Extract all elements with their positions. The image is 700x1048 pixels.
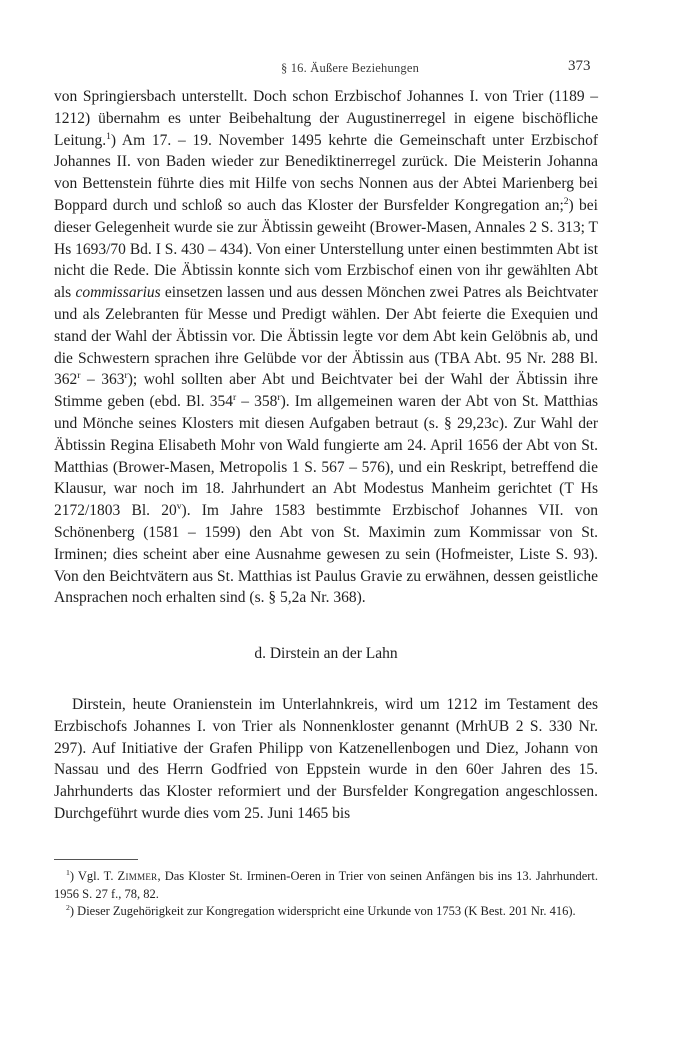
text-segment: ); wohl sollten aber Abt und Beichtvater bei der Wahl der Äbtissin ihre Stimme geben (ebd. Bl. 354 <box>54 371 599 411</box>
footnote-ref-2: 2 <box>563 195 569 207</box>
text-segment: ) Am 17. – 19. November 1495 kehrte die Gemeinschaft unter Erzbischof Johannes II. von Baden wieder zur Benediktinerregel zurück. Die Meisterin Johanna von Bettenstein führte dies mit Hilfe von sechs Nonnen aus der Abtei Marienberg bei Boppard durch und schloß so auch das Kloster der Bursfelder Kongregation an; <box>54 131 598 214</box>
footnote-marker: 2 <box>66 902 70 912</box>
footnote-1 <box>54 868 598 903</box>
folio-recto-mark: r <box>77 370 81 382</box>
folio-recto-mark: r <box>277 392 281 403</box>
latin-term: commissarius <box>75 284 161 302</box>
footnote-divider <box>54 859 138 860</box>
footnote-2 <box>54 903 598 921</box>
footnote-marker: 1 <box>66 867 70 877</box>
footnotes <box>54 859 598 921</box>
footnote-text: Dieser Zugehörigkeit zur Kongregation widerspricht eine Urkunde von 1753 (K Best. 201 Nr. 416). <box>77 904 576 918</box>
footnote-ref-1: 1 <box>106 130 111 142</box>
running-head: § 16. Äußere Beziehungen <box>280 61 420 75</box>
footnote-author: Zimmer <box>117 869 158 883</box>
section-heading: d. Dirstein an der Lahn <box>254 645 398 663</box>
page-number: 373 <box>568 58 591 74</box>
text-segment: ). Im allgemeinen waren der Abt von St. Matthias und Mönche seines Klosters mit diesen Aufgaben betraut (s. § 29,23c). Zur Wahl der Äbtissin Regina Elisabeth Mohr von Wald fungierte am 24. April 1656 der Abt von St. Matthias (Brower-Masen, Metropolis 1 S. 567 – 576), und ein Reskript, betreffend die Klausur, war noch im 18. Jahrhundert an Abt Modestus Manheim gerichtet (T Hs 2172/1803 Bl. 20 <box>54 393 599 520</box>
text-segment: von Springiersbach unterstellt. Doch schon Erzbischof Johannes I. von Trier (1189 – 1212) übernahm es unter Beibehaltung der Augustinerregel in eigene bischöfliche Leitung. <box>54 88 598 149</box>
footnote-text: , Das Kloster St. Irminen-Oeren in Trier von seinen Anfängen bis ins 13. Jahrhundert. 1956 S. 27 f., 78, 82. <box>54 869 598 901</box>
footnote-lead: ) <box>69 904 78 918</box>
main-text <box>54 86 598 825</box>
text-segment: einsetzen lassen und aus dessen Mönchen zwei Patres als Beichtvater und als Zelebranten für Messe und Predigt wählen. Der Abt feierte die Exequien und stand der Wahl der Äbtissin vor. Die Äbtissin legte vor dem Abt kein Gelöbnis ab, und die Schwestern sprachen ihre Gelübde vor der Äbtissin aus (TBA Abt. 95 Nr. 288 Bl. 362 <box>54 284 598 389</box>
footnote-lead: ) Vgl. T. <box>69 869 118 883</box>
folio-verso-mark: v <box>176 500 182 512</box>
text-segment: – 358 <box>236 393 278 411</box>
text-segment: ) bei dieser Gelegenheit wurde sie zur Äbtissin geweiht (Brower-Masen, Annales 2 S. 313; T Hs 1693/70 Bd. I S. 430 – 434). Von einer Unterstellung unter einen bestimmten Abt ist nicht die Rede. Die Äbtissin konnte sich vom Erzbischof einen von ihr gewählten Abt als <box>54 196 598 302</box>
text-segment: ). Im Jahre 1583 bestimmte Erzbischof Johannes VII. von Schönenberg (1581 – 1599) den Abt von St. Maximin zum Kommissar von St. Irminen; dies scheint aber eine Ausnahme gewesen zu sein (Hofmeister, Liste S. 93). Von den Beichtvätern aus St. Matthias ist Paulus Gravie zu erwähnen, dessen geistliche Ansprachen noch erhalten sind (s. § 5,2a Nr. 368). <box>54 502 598 607</box>
paragraph-st-irminen <box>54 86 598 609</box>
folio-recto-mark: r <box>124 370 128 382</box>
paragraph-dirstein: Dirstein, heute Oranienstein im Unterlahnkreis, wird um 1212 im Testament des Erzbischofs Johannes I. von Trier als Nonnenkloster genannt (MrhUB 2 S. 330 Nr. 297). Auf Initiative der Grafen Philipp von Katzenellenbogen und Diez, Johann von Nassau und des Herrn Godfried von Eppstein wurde in den 60er Jahren des 15. Jahrhunderts das Kloster reformiert und der Bursfelder Kongregation angeschlossen. Durchgeführt wurde dies vom 25. Juni 1465 bis <box>54 695 598 822</box>
text-segment: – 363 <box>80 371 125 389</box>
page-header <box>0 58 700 78</box>
folio-recto-mark: r <box>232 392 237 403</box>
